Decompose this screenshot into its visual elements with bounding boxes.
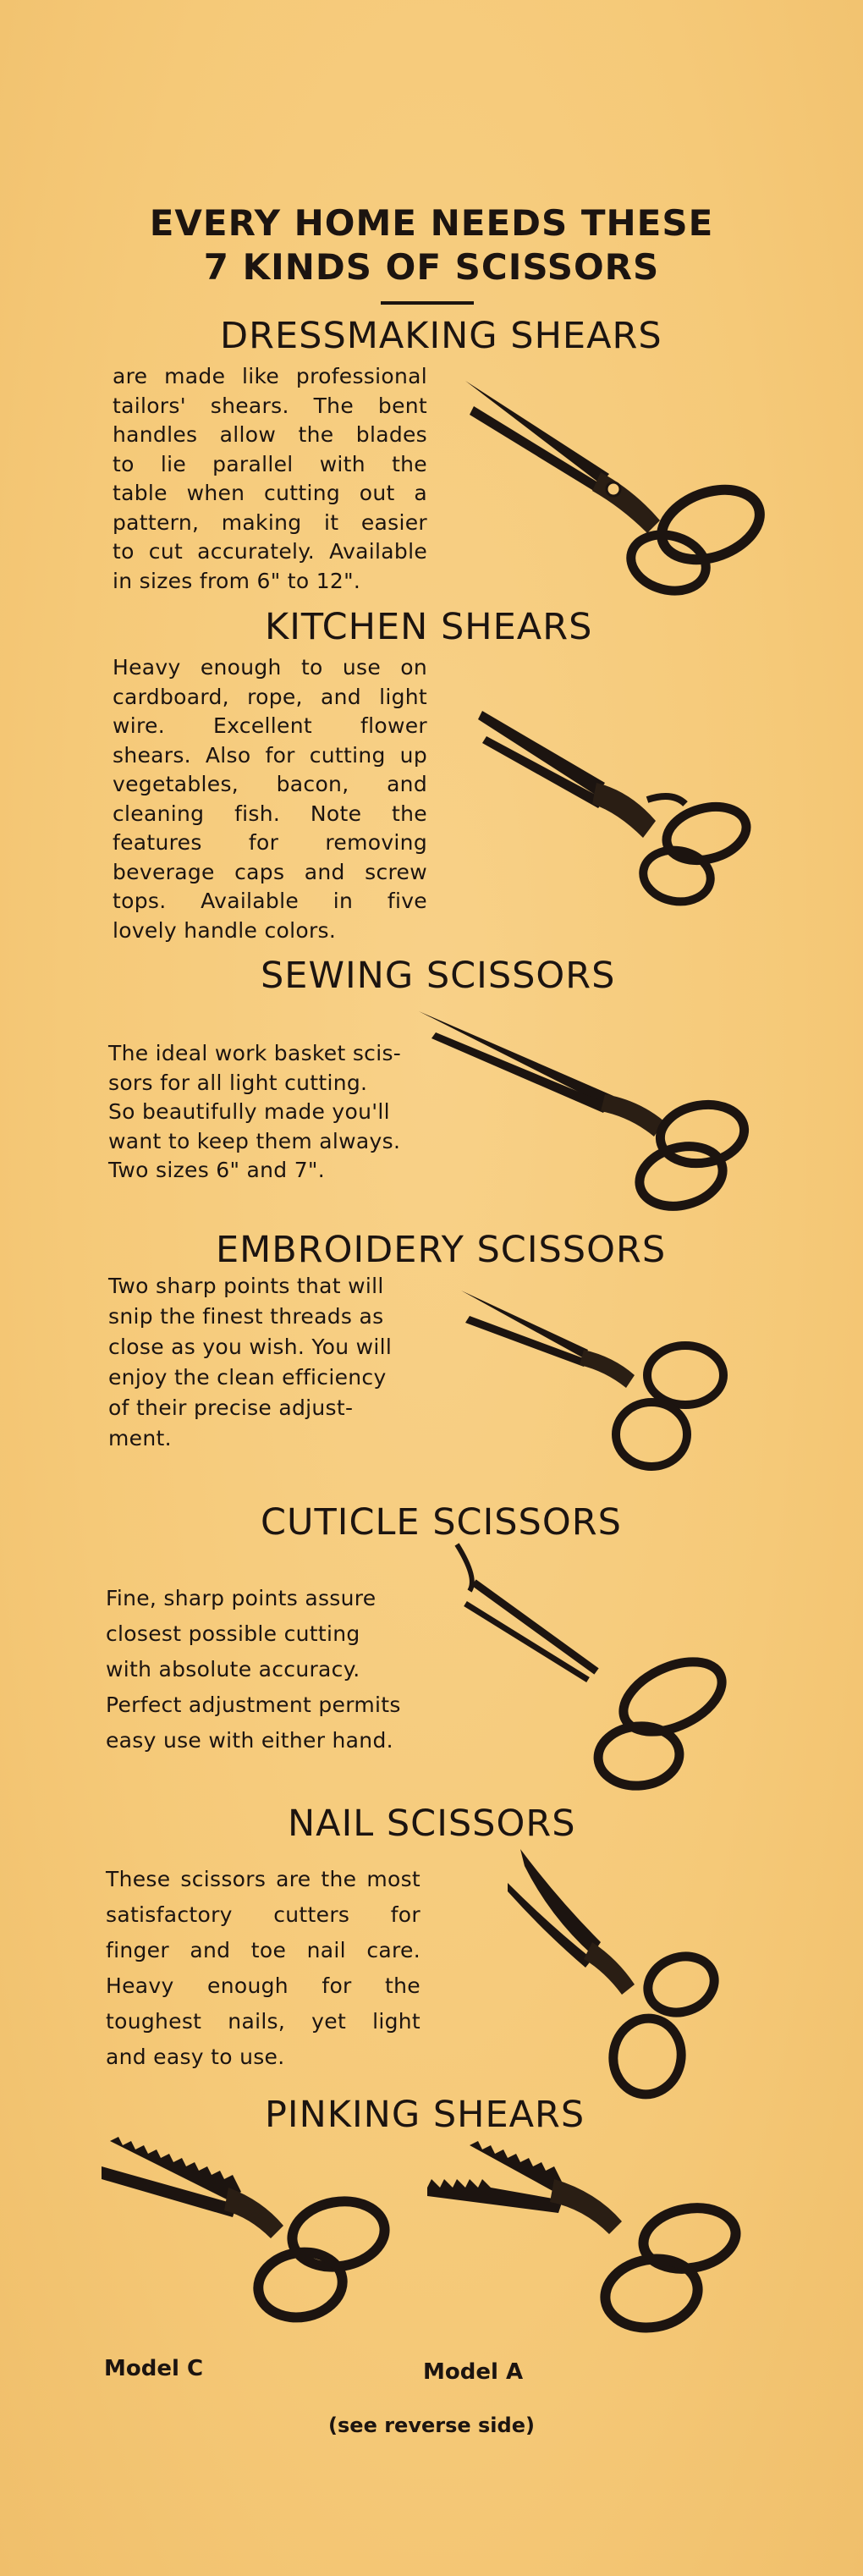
text-line: and easy to use. — [106, 2045, 285, 2069]
cuticle-scissors-icon — [444, 1544, 749, 1807]
text-embroidery-scissors — [108, 1271, 430, 1454]
heading-cuticle-scissors: CUTICLE SCISSORS — [261, 1501, 622, 1544]
text-line: to lie parallel with the — [113, 451, 427, 476]
embroidery-scissors-icon — [461, 1282, 749, 1494]
page-title — [0, 201, 863, 289]
text-nail-scissors — [106, 1862, 421, 2075]
text-line: The ideal work basket scis- — [108, 1041, 402, 1065]
text-line: Heavy enough for the — [106, 1973, 421, 1998]
text-line: Two sharp points that will — [108, 1274, 384, 1298]
text-line: Fine, sharp points assure — [106, 1586, 377, 1610]
text-line: close as you wish. You will — [108, 1335, 393, 1359]
heading-kitchen-shears: KITCHEN SHEARS — [265, 606, 593, 648]
text-line: Perfect adjustment permits — [106, 1693, 401, 1717]
heading-dressmaking-shears: DRESSMAKING SHEARS — [220, 315, 662, 357]
text-line: shears. Also for cutting up — [113, 742, 427, 768]
text-line: beverage caps and screw — [113, 859, 427, 884]
heading-pinking-shears: PINKING SHEARS — [265, 2094, 585, 2136]
title-line-2: 7 KINDS OF SCISSORS — [203, 246, 660, 288]
text-line: table when cutting out a — [113, 481, 427, 505]
text-line: are made like professional — [113, 364, 427, 388]
sewing-scissors-icon — [419, 1003, 757, 1214]
text-line: finger and toe nail care. — [106, 1938, 421, 1962]
pinking-shears-model-c-icon — [102, 2133, 393, 2336]
heading-sewing-scissors: SEWING SCISSORS — [261, 955, 616, 997]
text-line: of their precise adjust- — [108, 1395, 354, 1420]
pinking-shears-model-a-icon — [427, 2141, 745, 2353]
kitchen-shears-icon — [478, 702, 757, 914]
title-line-1: EVERY HOME NEEDS THESE — [149, 202, 714, 244]
text-cuticle-scissors — [106, 1581, 426, 1759]
title-divider — [381, 301, 474, 305]
text-dressmaking-shears — [113, 362, 427, 596]
nail-scissors-icon — [508, 1849, 745, 2103]
text-line: So beautifully made you'll — [108, 1099, 390, 1124]
text-line: cardboard, rope, and light — [113, 684, 427, 709]
text-line: in sizes from 6" to 12". — [113, 568, 361, 593]
text-line: handles allow the blades — [113, 422, 427, 447]
model-a-label: Model A — [423, 2359, 524, 2385]
text-line: closest possible cutting — [106, 1621, 360, 1646]
see-reverse-note: (see reverse side) — [328, 2414, 535, 2437]
text-line: tailors' shears. The bent — [113, 393, 427, 418]
text-line: lovely handle colors. — [113, 917, 337, 943]
text-line: to cut accurately. Available — [113, 539, 427, 564]
text-line: easy use with either hand. — [106, 1728, 393, 1753]
text-line: want to keep them always. — [108, 1128, 401, 1153]
text-line: pattern, making it easier — [113, 509, 427, 535]
model-c-label: Model C — [104, 2356, 204, 2381]
text-kitchen-shears — [113, 653, 427, 945]
text-line: cleaning fish. Note the — [113, 801, 427, 826]
text-sewing-scissors — [108, 1039, 430, 1186]
text-line: Two sizes 6" and 7". — [108, 1158, 325, 1182]
text-line: These scissors are the most — [106, 1867, 421, 1891]
text-line: Heavy enough to use on — [113, 655, 427, 680]
text-line: sors for all light cutting. — [108, 1070, 368, 1095]
text-line: enjoy the clean efficiency — [108, 1365, 387, 1390]
text-line: tops. Available in five — [113, 889, 427, 913]
text-line: vegetables, bacon, and — [113, 772, 427, 796]
text-line: toughest nails, yet light — [106, 2009, 421, 2034]
heading-embroidery-scissors: EMBROIDERY SCISSORS — [216, 1229, 667, 1271]
text-line: wire. Excellent flower — [113, 713, 427, 738]
text-line: satisfactory cutters for — [106, 1902, 421, 1927]
dressmaking-shears-icon — [457, 372, 770, 601]
heading-nail-scissors: NAIL SCISSORS — [288, 1803, 576, 1845]
text-line: snip the finest threads as — [108, 1304, 384, 1329]
text-line: with absolute accuracy. — [106, 1657, 360, 1682]
text-line: features for removing — [113, 830, 427, 855]
text-line: ment. — [108, 1426, 172, 1450]
